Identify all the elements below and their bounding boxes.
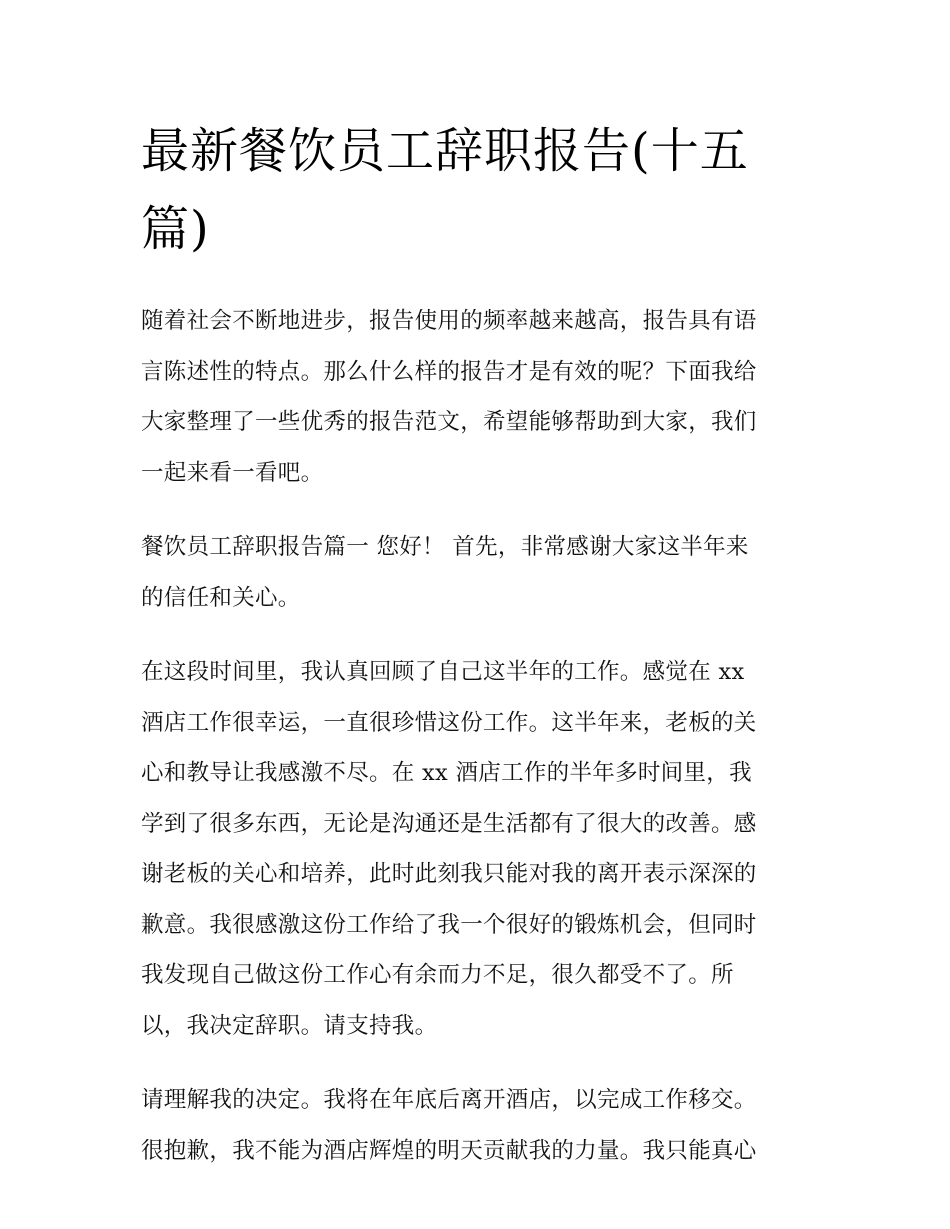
text-line: 言陈述性的特点。那么什么样的报告才是有效的呢？下面我给 [141,358,757,385]
text-line: 歉意。我很感激这份工作给了我一个很好的锻炼机会，但同时 [141,911,757,938]
text-line: 很抱歉，我不能为酒店辉煌的明天贡献我的力量。我只能真心 [141,1137,757,1164]
intro-paragraph [141,268,816,498]
text-line: 在这段时间里，我认真回顾了自己这半年的工作。感觉在 xx [141,659,745,685]
text-line: 学到了很多东西，无论是沟通还是生活都有了很大的改善。感 [141,810,757,837]
text-line: 大家整理了一些优秀的报告范文，希望能够帮助到大家，我们 [141,409,757,435]
text-line: 我发现自己做这份工作心有余而力不足，很久都受不了。所 [141,962,734,988]
document-body [141,112,816,1176]
text-line: 请理解我的决定。我将在年底后离开酒店，以完成工作移交。 [141,1087,757,1113]
text-line: 的信任和关心。 [141,584,301,611]
text-line: 以，我决定辞职。请支持我。 [141,1012,438,1039]
text-line: 随着社会不断地进步，报告使用的频率越来越高，报告具有语 [141,308,757,334]
title-line: 最新餐饮员工辞职报告(十五 [141,123,749,179]
document-title [141,112,816,268]
text-line: 谢老板的关心和培养，此时此刻我只能对我的离开表示深深的 [141,861,757,887]
text-line: 一起来看一看吧。 [141,459,324,486]
body-paragraph [141,623,816,1051]
text-line: 心和教导让我感激不尽。在 xx 酒店工作的半年多时间里，我 [141,760,752,786]
text-line: 餐饮员工辞职报告篇一 您好！ 首先，非常感谢大家这半年来 [141,534,749,560]
greeting-paragraph [141,498,816,623]
text-line: 酒店工作很幸运，一直很珍惜这份工作。这半年来，老板的关 [141,709,757,736]
title-line: 篇) [141,201,210,257]
closing-paragraph [141,1051,816,1176]
